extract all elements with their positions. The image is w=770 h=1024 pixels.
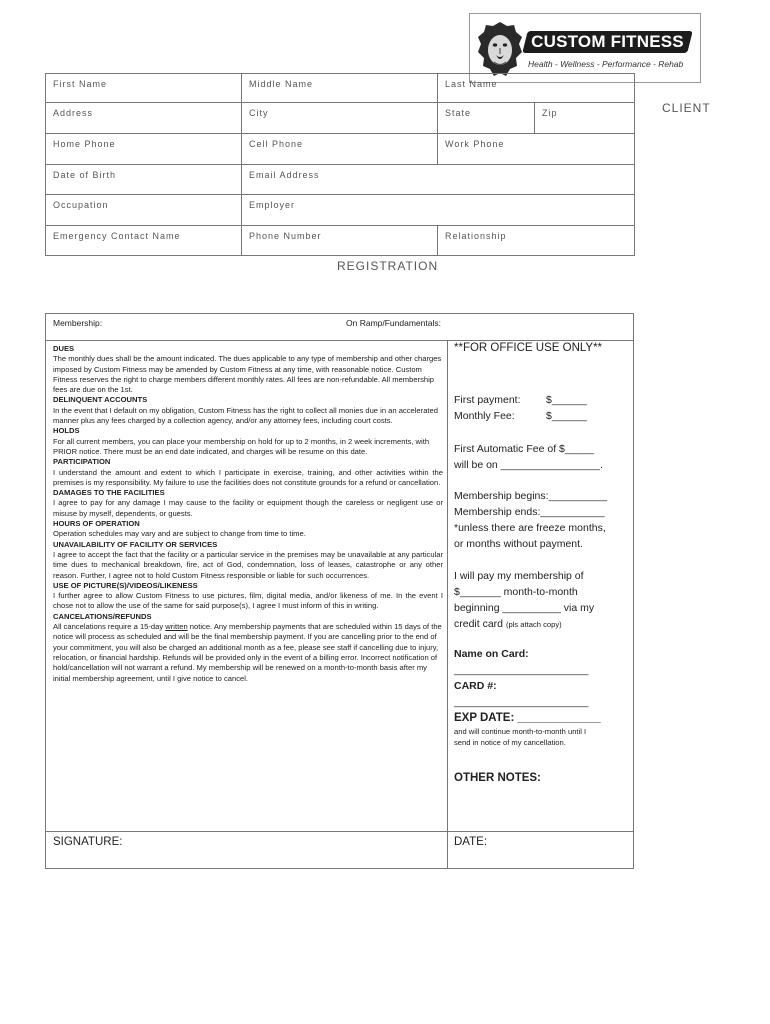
continue-note (454, 727, 586, 748)
exp-date-field[interactable]: EXP DATE: _____________ (454, 712, 601, 724)
freeze-note-2: or months without payment. (454, 538, 583, 550)
brand-name: CUSTOM FITNESS (531, 32, 684, 51)
emergency-phone-field[interactable]: Phone Number (242, 225, 438, 256)
state-field[interactable]: State (438, 103, 535, 134)
city-field[interactable]: City (242, 103, 438, 134)
home-phone-field[interactable]: Home Phone (46, 134, 242, 165)
brand-tagline: Health - Wellness - Performance - Rehab (528, 59, 684, 69)
card-number-line[interactable]: _______________________ (454, 696, 589, 708)
unavailability-text: I agree to accept the fact that the facility or a particular service in the premises may be unavailable at any particular time dues to mechanical breakdown, fire, act of God, condemnation, loss of leases, catastrophe or any other reason. Further, I agree not to hold Custom Fitness responsible or liable for such occurrences. (53, 549, 443, 580)
registration-heading: REGISTRATION (337, 259, 439, 273)
first-name-field[interactable]: First Name (46, 74, 242, 103)
payment-line-3[interactable]: beginning __________ via my (454, 602, 595, 614)
continue-note-2: send in notice of my cancellation. (454, 737, 566, 747)
date-field[interactable]: DATE: (454, 836, 488, 848)
brand-name-banner (522, 31, 692, 53)
on-ramp-field[interactable]: On Ramp/Fundamentals: (346, 318, 441, 328)
attach-copy-note: (pls attach copy) (505, 620, 562, 629)
payment-line-2[interactable]: $_______ month-to-month (454, 586, 578, 598)
middle-name-field[interactable]: Middle Name (242, 74, 438, 103)
monthly-fee-amount[interactable]: $______ (546, 410, 587, 422)
participation-text: I understand the amount and extent to which I participate in exercise, training, and other activities within the premises is my responsibility. My failure to use the facilities does not constitute grounds for a refund or cancellation. (53, 467, 443, 487)
membership-agreement (45, 313, 634, 869)
continue-note-1: and will continue month-to-month until I (454, 727, 587, 736)
email-field[interactable]: Email Address (242, 164, 635, 195)
name-on-card-line[interactable]: _______________________ (454, 664, 589, 676)
delinquent-text: In the event that I default on my obligation, Custom Fitness has the right to collect all monies due in an accelerated manner plus any fees charged by a collection agency, and/or any attorney fees, including court costs. (53, 405, 438, 426)
participation-heading: PARTICIPATION (53, 457, 111, 467)
automatic-fee-block (454, 441, 603, 473)
zip-field[interactable]: Zip (535, 103, 635, 134)
card-block (454, 646, 601, 726)
delinquent-heading: DELINQUENT ACCOUNTS (53, 395, 148, 405)
emergency-contact-field[interactable]: Emergency Contact Name (46, 225, 242, 256)
hours-text: Operation schedules may vary and are subject to change from time to time. (53, 529, 306, 539)
freeze-note-1: *unless there are freeze months, (454, 522, 606, 534)
address-field[interactable]: Address (46, 103, 242, 134)
employer-field[interactable]: Employer (242, 195, 635, 226)
likeness-heading: USE OF PICTURE(S)/VIDEOS/LIKENESS (53, 580, 198, 590)
monthly-fee-label: Monthly Fee: (454, 410, 515, 422)
name-on-card-label: Name on Card: (454, 648, 529, 660)
damages-heading: DAMAGES TO THE FACILITIES (53, 488, 165, 498)
signature-field[interactable]: SIGNATURE: (53, 836, 123, 848)
damages-text: I agree to pay for any damage I may cause to the facility or equipment though the careless or negligent use or misuse by myself, dependents, or guests. (53, 498, 443, 518)
automatic-fee-line-1[interactable]: First Automatic Fee of $_____ (454, 443, 595, 455)
membership-ends[interactable]: Membership ends:___________ (454, 506, 605, 518)
terms-section (53, 344, 443, 684)
hours-heading: HOURS OF OPERATION (53, 519, 140, 529)
lion-icon (476, 20, 524, 78)
last-name-field[interactable]: Last Name (438, 74, 635, 103)
dues-text: The monthly dues shall be the amount indicated. The dues applicable to any type of membership and other charges imposed by Custom Fitness may be amended by Custom Fitness at any time, with reasonable notice. Custom Fitness reserves the right to charge members different monthly rates. All fees are non-refundable. All membership fees are due on the 1st. (53, 354, 442, 395)
automatic-fee-line-2[interactable]: will be on _________________. (454, 459, 603, 471)
cancelations-text-a: All cancelations require a 15-day (53, 622, 166, 632)
client-info-table (45, 73, 635, 256)
first-payment-row (454, 394, 587, 406)
occupation-field[interactable]: Occupation (46, 195, 242, 226)
membership-begins[interactable]: Membership begins:__________ (454, 490, 607, 502)
monthly-fee-row (454, 410, 587, 422)
other-notes-label[interactable]: OTHER NOTES: (454, 772, 541, 784)
signature-row-divider (46, 831, 633, 832)
office-use-title: **FOR OFFICE USE ONLY** (454, 342, 603, 354)
unavailability-heading: UNAVAILABILITY OF FACILITY OR SERVICES (53, 539, 218, 549)
first-payment-label: First payment: (454, 394, 521, 406)
dues-heading: DUES (53, 344, 75, 353)
work-phone-field[interactable]: Work Phone (438, 134, 635, 165)
cell-phone-field[interactable]: Cell Phone (242, 134, 438, 165)
membership-row (46, 314, 633, 341)
client-heading: CLIENT (662, 101, 711, 115)
payment-line-4: credit card (454, 618, 504, 630)
cancelations-written: written (165, 622, 188, 632)
payment-line-1: I will pay my membership of (454, 570, 584, 582)
holds-heading: HOLDS (53, 426, 80, 436)
membership-dates-block (454, 488, 607, 552)
cancelations-text-b: notice. Any membership payments that are scheduled within 15 days of the notice will process as scheduled and will be the final membership payment. If you are cancelling prior to the end of your commitment, you will also be charged an additional month as a fee, please see staff if cancelling due to injury, relocation, or financial hardship. Refunds will be provided only in the event of a billing error. Incorrect notification of hold/cancellation will not warrant a refund. My membership will be renewed on a month-to-month basis after my initial membership agreement, until I give notice to cancel. (53, 622, 442, 683)
cancelations-heading: CANCELATIONS/REFUNDS (53, 611, 152, 621)
first-payment-amount[interactable]: $______ (546, 394, 587, 406)
holds-text: For all current members, you can place your membership on hold for up to 2 months, in 2 week increments, with PRIOR notice. There must be an end date indicated, and charges will be resume on this date. (53, 436, 430, 456)
membership-field[interactable]: Membership: (53, 318, 103, 328)
dob-field[interactable]: Date of Birth (46, 164, 242, 195)
payment-authorization-block (454, 568, 594, 632)
relationship-field[interactable]: Relationship (438, 225, 635, 256)
column-divider (447, 340, 448, 868)
card-number-label: CARD #: (454, 680, 497, 692)
likeness-text: I further agree to allow Custom Fitness to use pictures, film, digital media, and/or likeness of me. In the event I chose not to allow the use of the same for said purpose(s), I agree I must inform of this in writing. (53, 591, 443, 611)
